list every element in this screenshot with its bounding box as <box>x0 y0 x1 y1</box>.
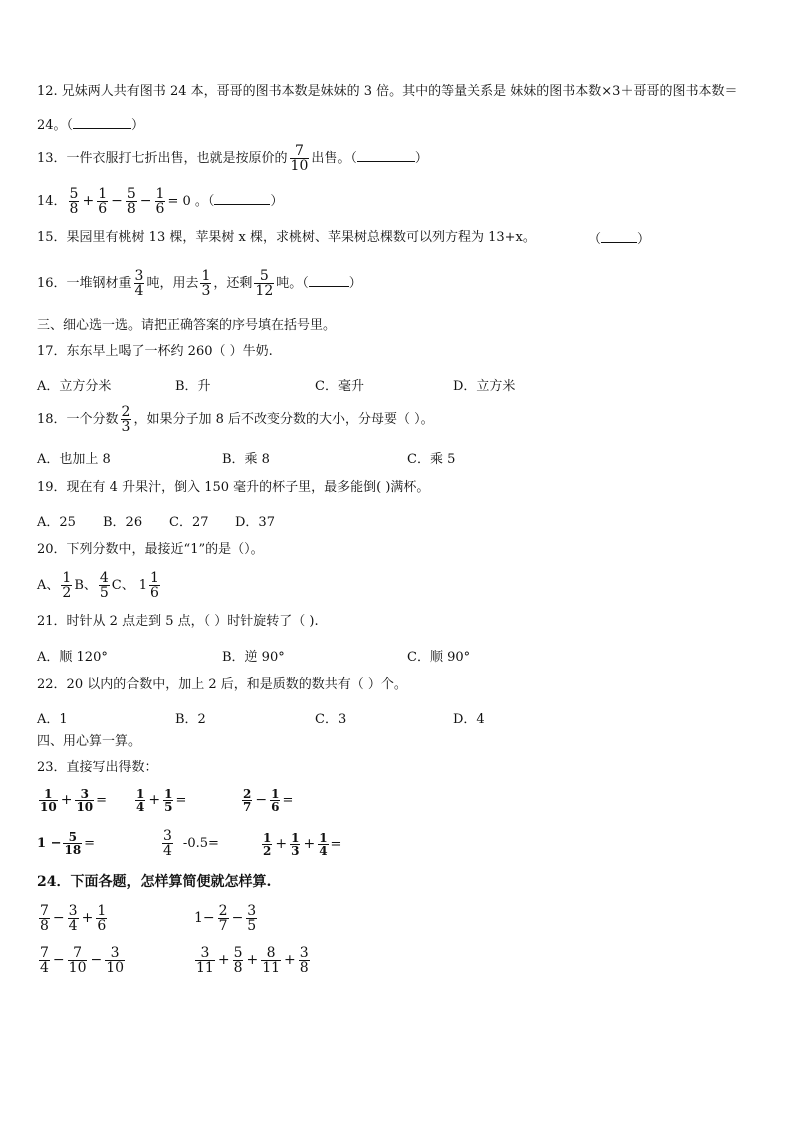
q17-option-d[interactable]: D．立方米 <box>453 379 516 394</box>
section-4-heading: 四、用心算一算。 <box>37 734 142 749</box>
q19-option-b[interactable]: B．26 <box>103 515 143 530</box>
q16-pre: 16．一堆钢材重 <box>37 276 132 291</box>
q23-e6-op2: + <box>303 836 316 852</box>
q23-e6-frac-3 <box>318 832 328 857</box>
q16-line <box>37 264 362 304</box>
q20-b-label: B、 <box>74 578 97 593</box>
q24-e3-d3: 10 <box>106 960 125 976</box>
q24-e3-frac-1 <box>39 946 50 975</box>
q23-e2-d2: 5 <box>164 800 173 814</box>
q12-line2-pre: 24。（ <box>37 118 74 133</box>
q23-e6-n1: 1 <box>263 831 272 845</box>
q17-option-b[interactable]: B．升 <box>175 379 211 394</box>
q14-fraction-2 <box>97 187 108 216</box>
q13-pre: 13．一件衣服打七折出售，也就是按原价的 <box>37 151 288 166</box>
q19-option-c[interactable]: C．27 <box>169 515 209 530</box>
q15-line <box>37 230 536 246</box>
q14-op-1: + <box>82 193 95 209</box>
q16-f2-den: 3 <box>201 283 211 299</box>
q23-e4-d1: 18 <box>64 843 82 857</box>
q23-e2-d1: 4 <box>136 800 145 814</box>
q23-e2-eq: = <box>175 793 187 808</box>
answer-blank-q13[interactable] <box>357 149 415 162</box>
q24-e1-n2: 3 <box>68 903 78 919</box>
q23-e5-post: -0.5= <box>182 836 219 851</box>
q22-text: 22．20 以内的合数中，加上 2 后，和是质数的数共有（ ）个。 <box>37 677 407 692</box>
q24-e4-d2: 8 <box>233 960 243 976</box>
q14-op-3: − <box>139 193 152 209</box>
q23-expr-4 <box>37 826 95 862</box>
q21-text: 21．时针从 2 点走到 5 点，（ ）时针旋转了（ ). <box>37 614 319 629</box>
q22-option-c[interactable]: C．3 <box>315 712 347 727</box>
q20-c-num: 1 <box>150 570 159 586</box>
answer-blank-q12[interactable] <box>73 116 131 129</box>
q21-option-b[interactable]: B．逆 90° <box>222 650 285 665</box>
q13-numerator: 7 <box>295 143 304 159</box>
q14-f4-num: 1 <box>155 186 165 202</box>
q23-e1-frac-1 <box>39 788 58 813</box>
q24-expr-2 <box>193 898 259 939</box>
q15-paren-open: （ <box>588 232 602 247</box>
q24-e2-pre: 1− <box>194 910 215 926</box>
q23-expr-2 <box>133 782 186 819</box>
q23-e5-d1: 4 <box>163 843 172 859</box>
q22-option-d[interactable]: D．4 <box>453 712 485 727</box>
q20-a-fraction <box>61 571 72 600</box>
q23-e1-frac-2 <box>75 788 94 813</box>
q24-e4-n4: 3 <box>299 945 309 961</box>
q24-e4-d3: 11 <box>262 960 281 976</box>
q24-e3-op2: − <box>90 952 103 968</box>
q15-paren-close: ） <box>637 232 651 247</box>
q24-e1-op2: + <box>81 910 94 926</box>
q23-e4-n1: 5 <box>68 830 77 844</box>
q24-e3-n1: 7 <box>40 945 49 961</box>
q23-e3-eq: = <box>282 793 294 808</box>
q14-fraction-4 <box>155 187 166 216</box>
q24-e4-d1: 11 <box>196 960 214 976</box>
q22-option-a[interactable]: A．1 <box>37 712 68 727</box>
q20-c-whole: 1 <box>138 578 148 593</box>
q23-e2-op: + <box>148 792 161 808</box>
q23-e4-pre: 1 − <box>37 836 62 851</box>
q23-e1-d2: 10 <box>76 800 94 814</box>
q23-e2-frac-1 <box>135 788 145 813</box>
q13-fraction <box>290 144 310 173</box>
q23-e5-frac <box>162 829 173 858</box>
answer-blank-q16[interactable] <box>309 274 349 287</box>
section-3-heading: 三、细心选一选。请把正确答案的序号填在括号里。 <box>37 318 337 333</box>
q14-f1-den: 8 <box>69 201 79 217</box>
q24-e4-frac-3 <box>261 946 281 975</box>
q14-end: ） <box>270 194 284 209</box>
q20-a-label: A、 <box>37 578 60 593</box>
q23-expr-1 <box>37 782 107 819</box>
q24-e2-frac-2 <box>246 904 257 933</box>
q20-option-a[interactable] <box>37 570 74 601</box>
q12-line1: 12. 兄妹两人共有图书 24 本，哥哥的图书本数是妹妹的 3 倍。其中的等量关系是 妹妹的图书本数×3＋哥哥的图书本数＝ <box>37 84 738 99</box>
q20-b-den: 5 <box>99 585 109 601</box>
q24-e2-frac-1 <box>218 904 229 933</box>
q14-fraction-1 <box>69 187 80 216</box>
q18-option-b[interactable]: B．乘 8 <box>222 452 270 467</box>
q20-a-num: 1 <box>62 570 72 586</box>
q24-e4-op3: + <box>284 952 296 968</box>
q24-e3-frac-2 <box>68 946 88 975</box>
q24-e3-n2: 7 <box>73 945 83 961</box>
q24-e4-n1: 3 <box>200 945 210 961</box>
q14-f2-den: 6 <box>98 201 108 217</box>
q23-e4-frac <box>63 831 82 856</box>
q14-op-2: − <box>111 193 123 209</box>
q20-option-b[interactable] <box>74 570 111 601</box>
q20-b-fraction <box>99 571 110 600</box>
answer-blank-q15[interactable] <box>601 230 637 243</box>
q23-e5-n1: 3 <box>163 828 172 844</box>
q14-fraction-3 <box>126 187 137 216</box>
q23-e3-d1: 7 <box>243 800 252 814</box>
q16-fraction-3 <box>254 269 274 298</box>
q20-b-num: 4 <box>99 570 109 586</box>
q24-e2-d1: 7 <box>218 918 228 934</box>
q13-denominator: 10 <box>290 158 309 174</box>
q17-option-a[interactable]: A．立方分米 <box>37 379 112 394</box>
q23-expr-3 <box>240 782 293 819</box>
q15-text: 15．果园里有桃树 13 棵，苹果树 x 棵，求桃树、苹果树总棵数可以列方程为 13+x。 <box>37 230 536 245</box>
q18-fraction <box>121 405 132 434</box>
q14-f1-num: 5 <box>69 186 79 202</box>
q24-title: 24．下面各题，怎样算简便就怎样算. <box>37 874 272 890</box>
q23-e1-n2: 3 <box>80 787 89 801</box>
q23-e2-n1: 1 <box>136 787 145 801</box>
q17-text: 17．东东早上喝了一杯约 260（ ）牛奶. <box>37 344 273 359</box>
q23-e3-frac-2 <box>270 788 280 813</box>
q23-e6-op1: + <box>275 836 288 852</box>
q24-e1-d2: 4 <box>68 918 78 934</box>
q23-e6-eq: = <box>330 837 342 852</box>
q23-e6-n3: 1 <box>319 831 328 845</box>
q13-end: ） <box>414 151 428 166</box>
q24-e1-n1: 7 <box>40 903 49 919</box>
q23-e3-op: − <box>255 792 268 808</box>
q23-e1-d1: 10 <box>40 800 57 814</box>
q23-expr-5 <box>160 826 219 862</box>
q13-post: 出售。（ <box>311 151 357 166</box>
q12-line2 <box>37 116 144 134</box>
q17-option-c[interactable]: C．毫升 <box>315 379 364 394</box>
q23-e2-frac-2 <box>163 788 173 813</box>
q23-e6-n2: 1 <box>291 831 300 845</box>
q18-post: ，如果分子加 8 后不改变分数的大小，分母要（ ）。 <box>133 412 434 427</box>
q16-f1-num: 3 <box>134 268 144 284</box>
q23-e3-n2: 1 <box>271 787 280 801</box>
q24-e4-op1: + <box>217 952 230 968</box>
q24-e3-op1: − <box>52 952 65 968</box>
q13-line <box>37 140 428 178</box>
q24-e1-d1: 8 <box>40 918 49 934</box>
q16-fraction-1 <box>134 269 145 298</box>
q18-option-a[interactable]: A．也加上 8 <box>37 452 111 467</box>
q23-e6-frac-1 <box>262 832 272 857</box>
q23-e6-d1: 2 <box>263 844 272 858</box>
q24-e3-d2: 10 <box>68 960 87 976</box>
q14-f3-den: 8 <box>126 201 136 217</box>
q16-post: 吨。（ <box>276 276 309 291</box>
q18-f-num: 2 <box>121 404 131 420</box>
q24-expr-3 <box>37 940 127 981</box>
q24-e4-n2: 5 <box>233 945 243 961</box>
q24-e1-frac-2 <box>68 904 79 933</box>
q23-e1-eq: = <box>96 793 108 808</box>
q24-e4-frac-2 <box>233 946 244 975</box>
q14-post: = 0 。（ <box>167 194 215 209</box>
q24-e1-op1: − <box>52 910 65 926</box>
q14-label: 14． <box>37 194 67 209</box>
q23-e3-frac-1 <box>242 788 252 813</box>
q21-option-a[interactable]: A．顺 120° <box>37 650 108 665</box>
q24-e4-frac-1 <box>195 946 215 975</box>
q24-e2-op1: − <box>231 910 244 926</box>
q18-pre: 18．一个分数 <box>37 412 119 427</box>
q24-e2-n1: 2 <box>218 903 228 919</box>
q24-e3-n3: 3 <box>110 945 120 961</box>
q18-option-c[interactable]: C．乘 5 <box>407 452 456 467</box>
q14-f4-den: 6 <box>155 201 165 217</box>
q18-line <box>37 400 434 440</box>
q16-f1-den: 4 <box>134 283 144 299</box>
q23-e6-d2: 3 <box>291 844 300 858</box>
q23-e6-frac-2 <box>290 832 300 857</box>
q14-f3-num: 5 <box>126 186 136 202</box>
q12-line2-post: ） <box>131 118 145 133</box>
q24-e3-d1: 4 <box>40 960 49 976</box>
q23-e1-n1: 1 <box>44 787 53 801</box>
q23-e2-n2: 1 <box>164 787 173 801</box>
q20-c-fraction <box>149 571 160 600</box>
q20-c-den: 6 <box>150 585 159 601</box>
q24-e4-frac-4 <box>299 946 310 975</box>
answer-blank-q14[interactable] <box>214 192 270 205</box>
q22-option-b[interactable]: B．2 <box>175 712 206 727</box>
q24-expr-1 <box>37 898 109 939</box>
q16-mid1: 吨，用去 <box>146 276 199 291</box>
q14-f2-num: 1 <box>98 186 108 202</box>
q16-fraction-2 <box>200 269 211 298</box>
q16-f3-den: 12 <box>255 283 274 299</box>
q24-e2-n2: 3 <box>247 903 257 919</box>
q15-answer <box>588 230 650 248</box>
q19-option-d[interactable]: D．37 <box>235 515 275 530</box>
q24-e4-d4: 8 <box>299 960 309 976</box>
q23-expr-6 <box>260 826 341 863</box>
q18-f-den: 3 <box>121 419 131 435</box>
q19-option-a[interactable]: A．25 <box>37 515 76 530</box>
q20-option-c[interactable] <box>111 570 162 601</box>
q20-a-den: 2 <box>62 585 72 601</box>
q21-option-c[interactable]: C．顺 90° <box>407 650 471 665</box>
q16-end: ） <box>348 276 362 291</box>
q14-line <box>37 182 283 221</box>
q16-f2-num: 1 <box>201 268 211 284</box>
q24-e4-n3: 8 <box>266 945 276 961</box>
q19-text: 19．现在有 4 升果汁，倒入 150 毫升的杯子里，最多能倒( )满杯。 <box>37 480 430 495</box>
q24-e1-frac-1 <box>39 904 50 933</box>
q24-expr-4 <box>193 940 312 981</box>
q20-c-label: C、 <box>111 578 135 593</box>
q24-e1-frac-3 <box>96 904 107 933</box>
q24-e2-d2: 5 <box>247 918 257 934</box>
q23-e1-op: + <box>60 792 73 808</box>
q23-e4-eq: = <box>84 836 96 851</box>
q16-mid2: ，还剩 <box>213 276 253 291</box>
q23-e3-d2: 6 <box>271 800 280 814</box>
q20-options <box>37 566 162 606</box>
q24-e3-frac-3 <box>105 946 125 975</box>
q23-e6-d3: 4 <box>319 844 328 858</box>
q24-e4-op2: + <box>246 952 259 968</box>
q24-e1-d3: 6 <box>97 918 107 934</box>
q20-text: 20．下列分数中，最接近“1”的是（）。 <box>37 542 264 557</box>
q23-e3-n1: 2 <box>243 787 252 801</box>
q23-title: 23．直接写出得数： <box>37 760 158 775</box>
q16-f3-num: 5 <box>259 268 269 284</box>
q24-e1-n3: 1 <box>97 903 107 919</box>
